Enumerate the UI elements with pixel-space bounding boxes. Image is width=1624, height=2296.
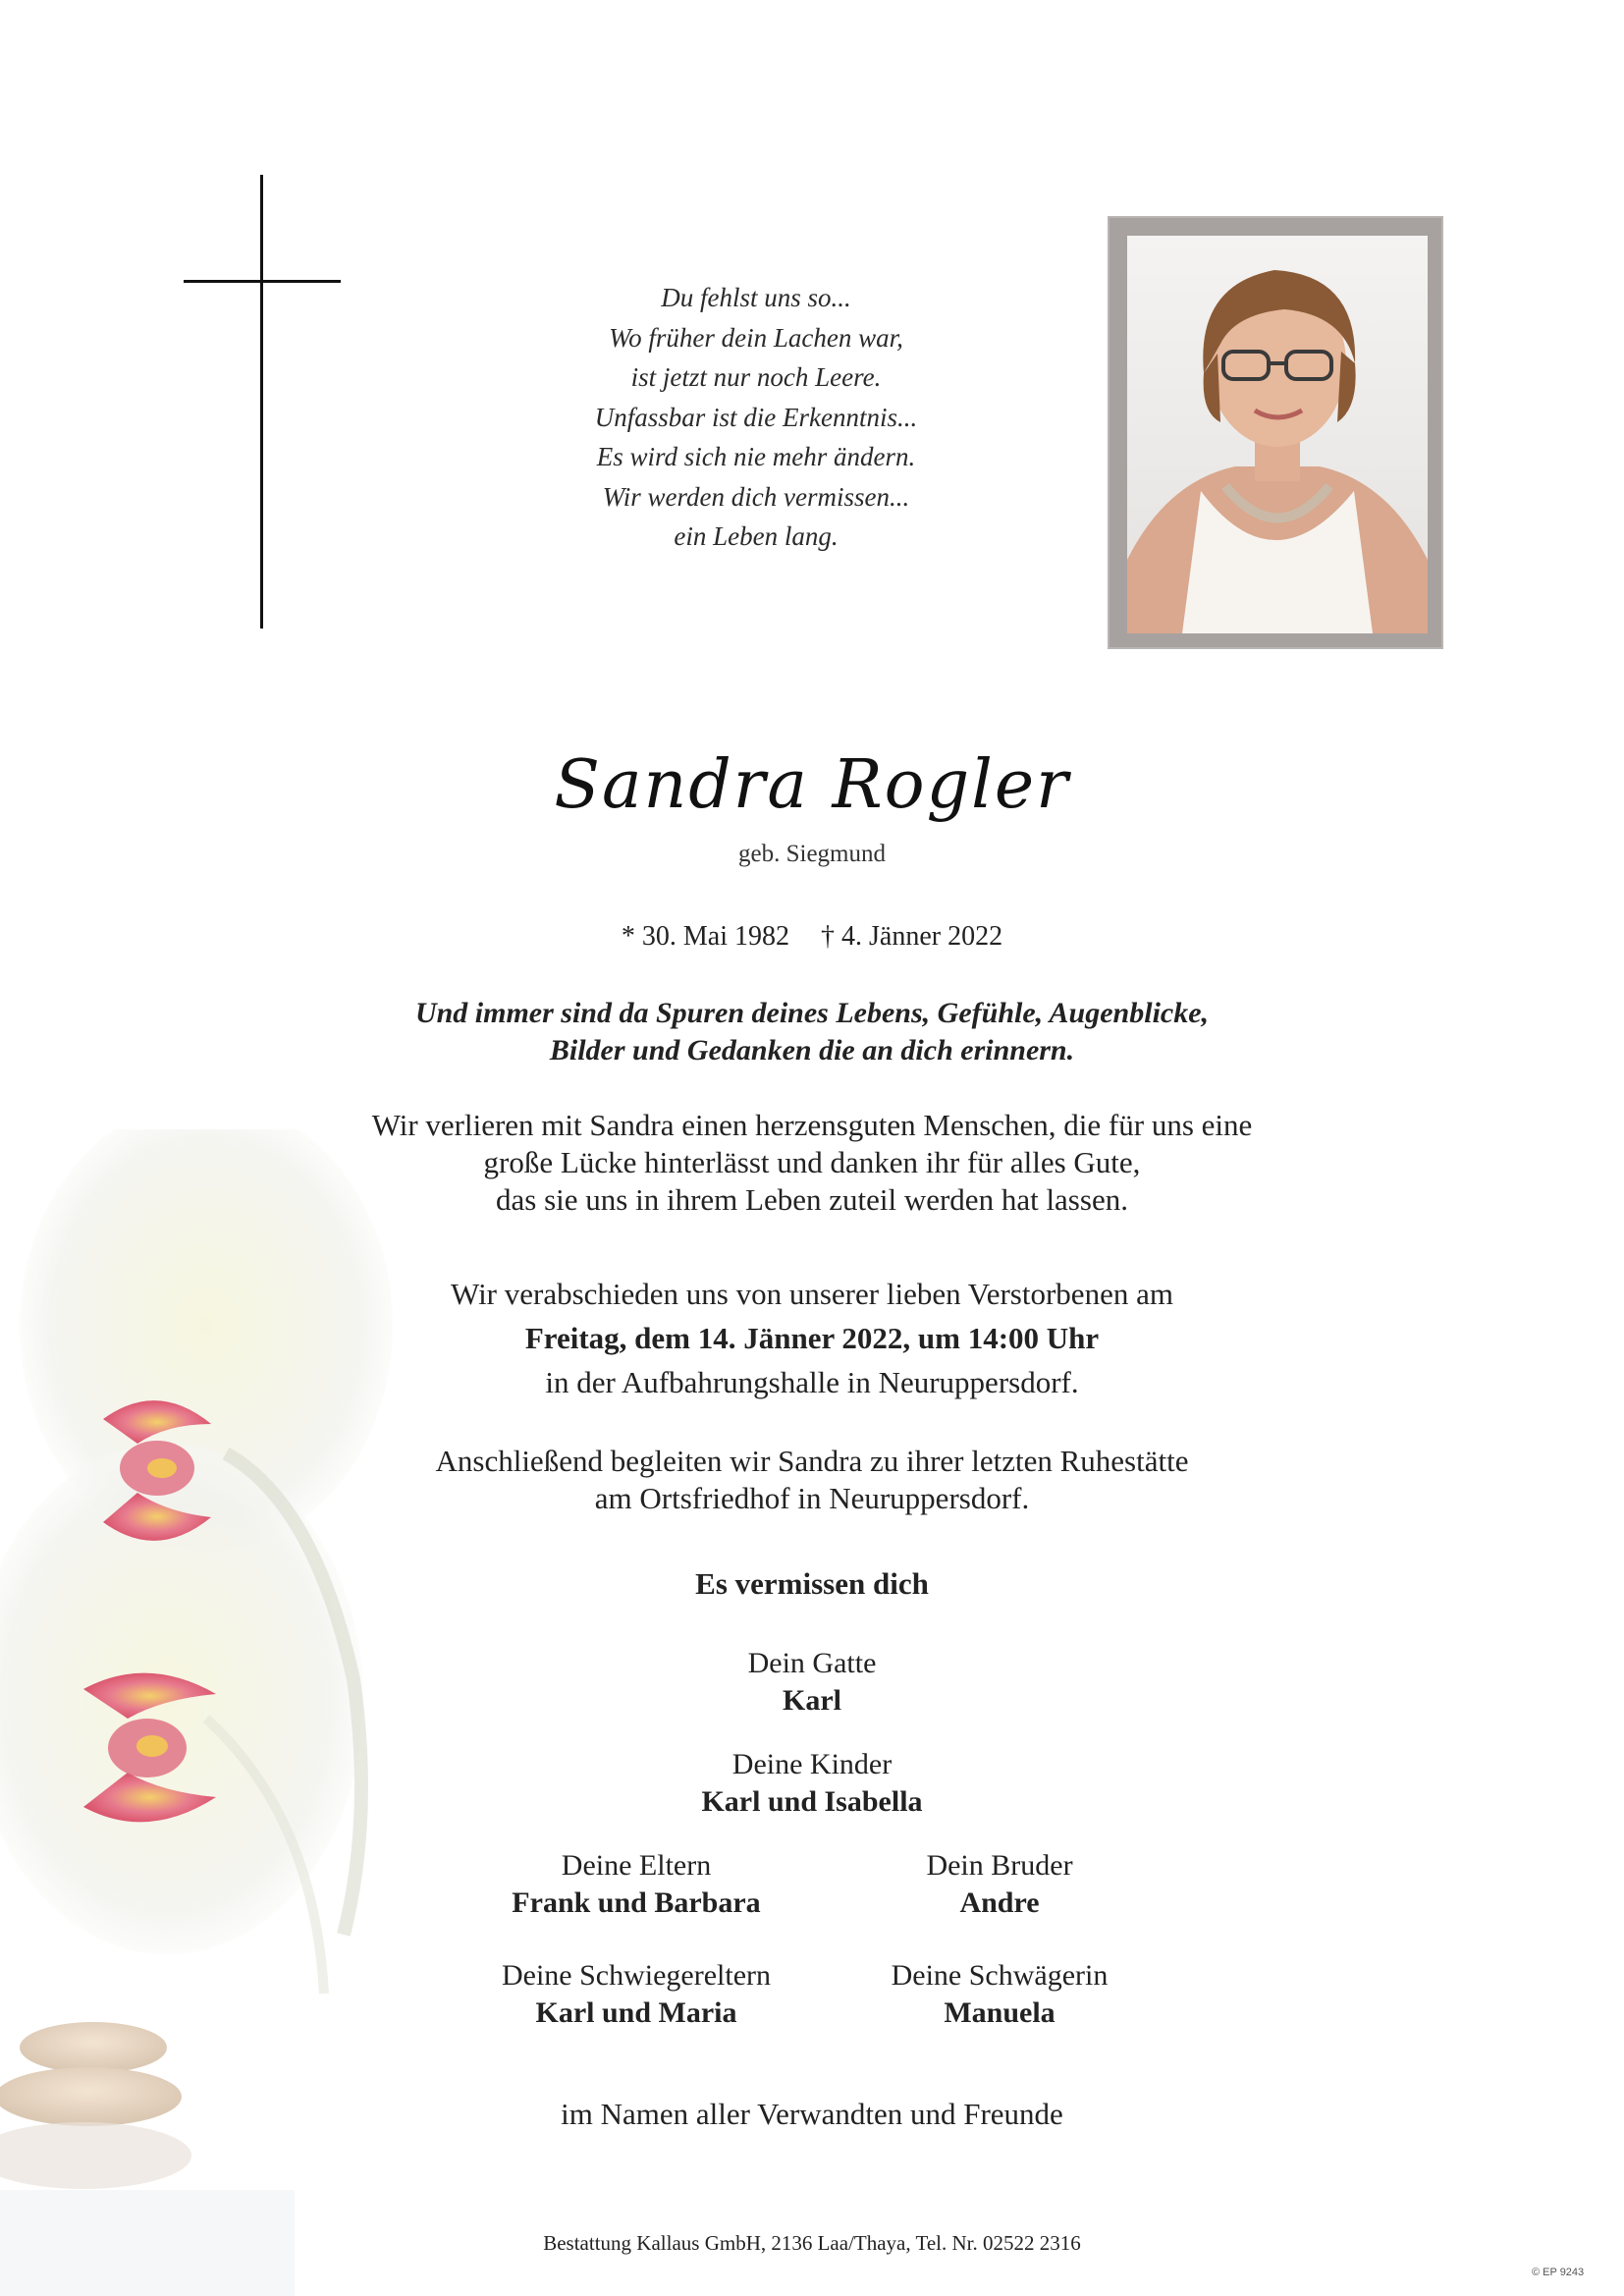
life-dates	[0, 921, 1624, 953]
mourner-group-sister-in-law	[803, 1957, 1196, 2032]
birth-name: geb. Siegmund	[738, 841, 886, 867]
birth-date: * 30. Mai 1982	[621, 921, 790, 952]
funeral-home-footer: Bestattung Kallaus GmbH, 2136 Laa/Thaya, Tel. Nr. 02522 2316	[543, 2231, 1081, 2255]
poem-line: Du fehlst uns so...	[661, 283, 851, 312]
mourner-relation: Dein Bruder	[926, 1849, 1073, 1882]
mourner-group-children	[616, 1746, 1008, 1821]
poem-line: Wo früher dein Lachen war,	[609, 322, 903, 353]
portrait-illustration	[1127, 236, 1428, 633]
cross-icon-bar	[184, 280, 341, 283]
portrait-photo	[1127, 236, 1428, 633]
burial-paragraph	[0, 1443, 1624, 1517]
mourner-relation: Dein Gatte	[747, 1647, 877, 1679]
tribute-line: das sie uns in ihrem Leben zuteil werden hat lassen.	[496, 1182, 1128, 1217]
poem-line: Unfassbar ist die Erkenntnis...	[594, 402, 918, 432]
tribute-line: große Lücke hinterlässt und danken ihr für alles Gute,	[483, 1145, 1141, 1179]
poem-line: Es wird sich nie mehr ändern.	[596, 442, 916, 471]
poem-line: ein Leben lang.	[674, 521, 839, 551]
burial-line: am Ortsfriedhof in Neuruppersdorf.	[594, 1481, 1030, 1515]
mourner-relation: Deine Schwiegereltern	[501, 1959, 772, 1992]
mourners-heading: Es vermissen dich	[695, 1566, 929, 1601]
mourner-relation: Deine Eltern	[561, 1849, 712, 1882]
mourner-group-parents-in-law	[440, 1957, 833, 2032]
poem-line: Wir werden dich vermissen...	[602, 481, 910, 512]
mourners-closing: im Namen aller Verwandten und Freunde	[561, 2097, 1063, 2131]
mourner-relation: Deine Schwägerin	[891, 1959, 1109, 1992]
template-code: © EP 9243	[1532, 2267, 1585, 2278]
mourner-group-spouse	[616, 1645, 1008, 1720]
quote-line: Bilder und Gedanken die an dich erinnern.	[549, 1034, 1075, 1066]
funeral-location: in der Aufbahrungshalle in Neuruppersdorf.	[545, 1365, 1079, 1399]
funeral-paragraph	[0, 1272, 1624, 1404]
cross-icon	[260, 175, 263, 629]
burial-line: Anschließend begleiten wir Sandra zu ihrer letzten Ruhestätte	[435, 1444, 1189, 1478]
mourner-names: Karl und Maria	[535, 1996, 737, 2029]
mourner-names: Andre	[959, 1886, 1040, 1919]
mourner-names: Frank und Barbara	[512, 1886, 761, 1919]
tribute-line: Wir verlieren mit Sandra einen herzensguten Menschen, die für uns eine	[371, 1108, 1253, 1142]
mourner-group-brother	[803, 1847, 1196, 1922]
poem	[511, 278, 1001, 557]
deceased-name: Sandra Rogler	[554, 746, 1070, 824]
memorial-quote	[0, 995, 1624, 1069]
tribute-paragraph	[0, 1107, 1624, 1219]
funeral-date-time: Freitag, dem 14. Jänner 2022, um 14:00 Uhr	[524, 1321, 1100, 1355]
mourner-names: Manuela	[944, 1996, 1056, 2029]
mourner-names: Karl	[783, 1684, 841, 1717]
funeral-intro: Wir verabschieden uns von unserer lieben Verstorbenen am	[451, 1277, 1173, 1311]
mourner-names: Karl und Isabella	[701, 1785, 923, 1818]
mourner-group-parents	[440, 1847, 833, 1922]
death-date: † 4. Jänner 2022	[821, 921, 1003, 952]
quote-line: Und immer sind da Spuren deines Lebens, Gefühle, Augenblicke,	[414, 997, 1210, 1029]
poem-line: ist jetzt nur noch Leere.	[630, 362, 882, 392]
mourner-relation: Deine Kinder	[731, 1748, 893, 1780]
